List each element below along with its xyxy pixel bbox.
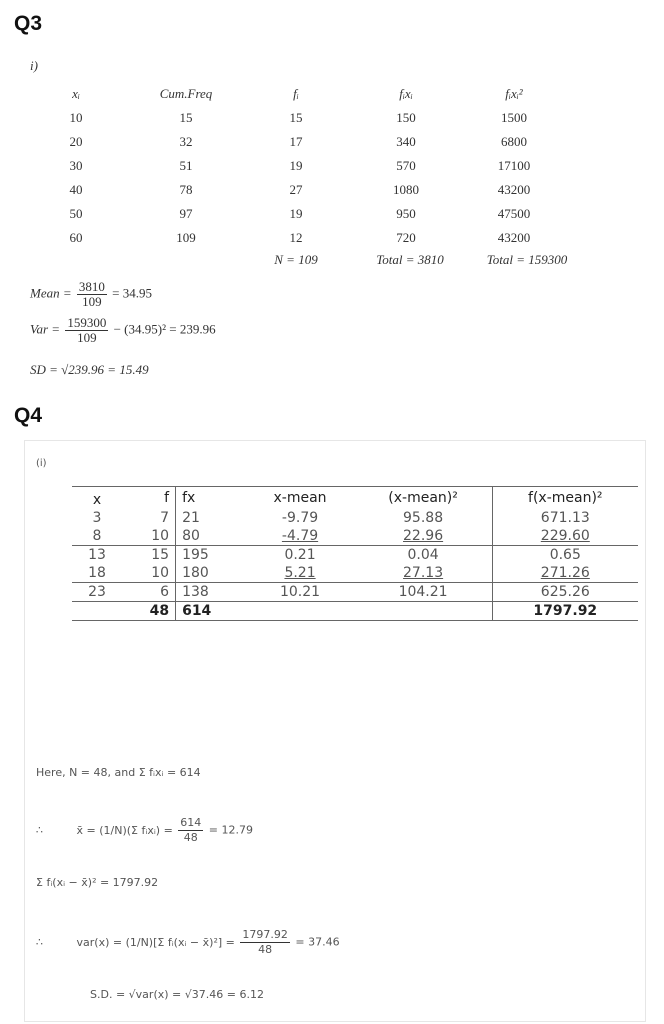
q3-header-fixi: fᵢxᵢ <box>399 86 413 101</box>
q4-var-formula <box>36 928 340 957</box>
q3-total-fixi: Total = 3810 <box>376 252 444 267</box>
q3-header-fixi2: fᵢxᵢ² <box>505 86 523 101</box>
q3-var-label: Var = <box>30 321 61 337</box>
q3-heading: Q3 <box>14 12 43 35</box>
q3-var-formula <box>30 316 216 345</box>
q4-cell: 10 <box>151 528 170 544</box>
q4-var-num: 1797.92 <box>242 928 288 941</box>
q4-var-den: 48 <box>258 943 273 956</box>
q3-cell: 950 <box>396 206 416 221</box>
q4-cell: 15 <box>122 546 176 565</box>
q3-header-cumfreq: Cum.Freq <box>159 86 213 101</box>
q3-sd-formula: SD = √239.96 = 15.49 <box>30 362 149 377</box>
q4-cell: 0.65 <box>492 546 638 565</box>
q3-total-fixi2: Total = 159300 <box>486 252 568 267</box>
q4-cell: 8 <box>92 528 102 544</box>
q4-cell: 7 <box>160 510 170 526</box>
q3-var-num: 159300 <box>67 315 107 330</box>
q4-cell: 671.13 <box>492 509 638 527</box>
q3-mean-formula <box>30 280 152 309</box>
q4-cell: 271.26 <box>492 564 638 583</box>
table-row <box>72 546 638 565</box>
q4-cell: 18 <box>88 565 106 581</box>
q3-cell: 340 <box>396 134 416 149</box>
q3-cell: 12 <box>289 230 303 245</box>
table-row <box>72 509 638 527</box>
q4-xbar-formula <box>36 816 253 845</box>
q3-part-label: i) <box>30 58 38 73</box>
q4-var-lhs: var(x) = (1/N)[Σ fᵢ(xᵢ − x̄)²] = <box>76 935 235 949</box>
q4-cell: 3 <box>92 510 102 526</box>
q4-xbar-den: 48 <box>183 831 198 844</box>
q4-xbar-num: 614 <box>180 816 202 829</box>
q4-heading: Q4 <box>14 404 43 427</box>
q4-cell: 0.21 <box>246 546 355 565</box>
q3-mean-label: Mean = <box>30 285 72 301</box>
q3-header-fi: fᵢ <box>293 86 299 101</box>
q4-cell: 22.96 <box>403 528 444 544</box>
q4-cell: 13 <box>72 546 122 565</box>
therefore-symbol: ∴ <box>36 935 43 949</box>
q4-sd-line: S.D. = √var(x) = √37.46 = 6.12 <box>90 988 264 1001</box>
q4-cell: 10 <box>151 565 170 581</box>
q3-cell: 47500 <box>497 206 531 221</box>
q4-cell: 27.13 <box>403 565 444 581</box>
q4-cell: 5.21 <box>284 565 316 581</box>
q4-cell: 21 <box>176 509 246 527</box>
q4-cell: 6 <box>122 583 176 602</box>
q4-cell: -4.79 <box>281 528 319 544</box>
q3-cell: 20 <box>69 134 83 149</box>
q3-mean-num: 3810 <box>78 279 105 294</box>
q4-cell: -9.79 <box>281 510 319 526</box>
q4-header-xmean2: (x-mean)² <box>388 490 458 506</box>
therefore-symbol: ∴ <box>36 823 43 837</box>
table-row <box>72 583 638 602</box>
q4-cell: 195 <box>176 546 246 565</box>
q4-part-label: (i) <box>36 458 47 469</box>
q4-header-x: x <box>92 492 102 508</box>
q4-var-result: = 37.46 <box>295 935 340 949</box>
q3-header-xi: xᵢ <box>72 86 80 101</box>
q3-cell: 17100 <box>497 158 531 173</box>
q3-mean-den: 109 <box>82 294 102 309</box>
table-total-row <box>72 602 638 621</box>
q3-cell: 1080 <box>393 182 419 197</box>
q4-cell: 0.04 <box>355 546 493 565</box>
q3-cell: 50 <box>69 206 83 221</box>
q4-cell: 10.21 <box>246 583 355 602</box>
q3-cell: 1500 <box>501 110 527 125</box>
q3-cell: 109 <box>176 230 196 245</box>
q4-cell: 23 <box>72 583 122 602</box>
q4-table <box>72 486 638 621</box>
q4-xbar-result: = 12.79 <box>208 823 254 837</box>
q4-here-line: Here, N = 48, and Σ fᵢxᵢ = 614 <box>36 766 201 779</box>
q4-header-f: f <box>164 490 170 506</box>
q4-cell: 229.60 <box>492 527 638 546</box>
q3-cell: 150 <box>396 110 416 125</box>
q4-header-fx: fx <box>176 487 246 510</box>
q3-total-n: N = 109 <box>274 252 318 267</box>
q4-total-fx: 614 <box>176 602 246 621</box>
q3-cell: 40 <box>69 182 83 197</box>
q3-cell: 10 <box>69 110 83 125</box>
table-row <box>72 527 638 546</box>
q4-cell: 625.26 <box>492 583 638 602</box>
q3-mean-result: = 34.95 <box>112 285 152 301</box>
q4-xbar-lhs: x̄ = (1/N)(Σ fᵢxᵢ) = <box>76 823 173 837</box>
q4-total-f: 48 <box>122 602 176 621</box>
q3-cell: 43200 <box>497 182 531 197</box>
q3-cell: 60 <box>69 230 83 245</box>
q4-header-xmean: x-mean <box>273 490 327 506</box>
q3-cell: 570 <box>396 158 416 173</box>
q4-header-fxmean2: f(x-mean)² <box>492 487 638 510</box>
q3-cell: 15 <box>289 110 303 125</box>
q3-cell: 27 <box>289 182 303 197</box>
q4-sumsq-line: Σ fᵢ(xᵢ − x̄)² = 1797.92 <box>36 876 159 889</box>
q3-cell: 43200 <box>497 230 531 245</box>
q3-cell: 30 <box>69 158 83 173</box>
q3-cell: 15 <box>179 110 193 125</box>
q3-cell: 720 <box>396 230 416 245</box>
q3-cell: 17 <box>289 134 303 149</box>
q3-cell: 32 <box>179 134 193 149</box>
q4-cell: 80 <box>176 527 246 546</box>
table-row <box>72 564 638 583</box>
q4-cell: 104.21 <box>355 583 493 602</box>
q4-cell: 95.88 <box>403 510 444 526</box>
q3-var-rest: − (34.95)² = 239.96 <box>113 321 216 337</box>
q3-var-den: 109 <box>77 330 97 345</box>
q4-total-fxmean2: 1797.92 <box>492 602 638 621</box>
q3-cell: 19 <box>289 206 303 221</box>
q3-cell: 51 <box>179 158 193 173</box>
q3-cell: 97 <box>179 206 193 221</box>
q3-cell: 19 <box>289 158 303 173</box>
q3-cell: 6800 <box>501 134 527 149</box>
q4-cell: 180 <box>176 564 246 583</box>
q3-cell: 78 <box>179 182 193 197</box>
q4-cell: 138 <box>176 583 246 602</box>
